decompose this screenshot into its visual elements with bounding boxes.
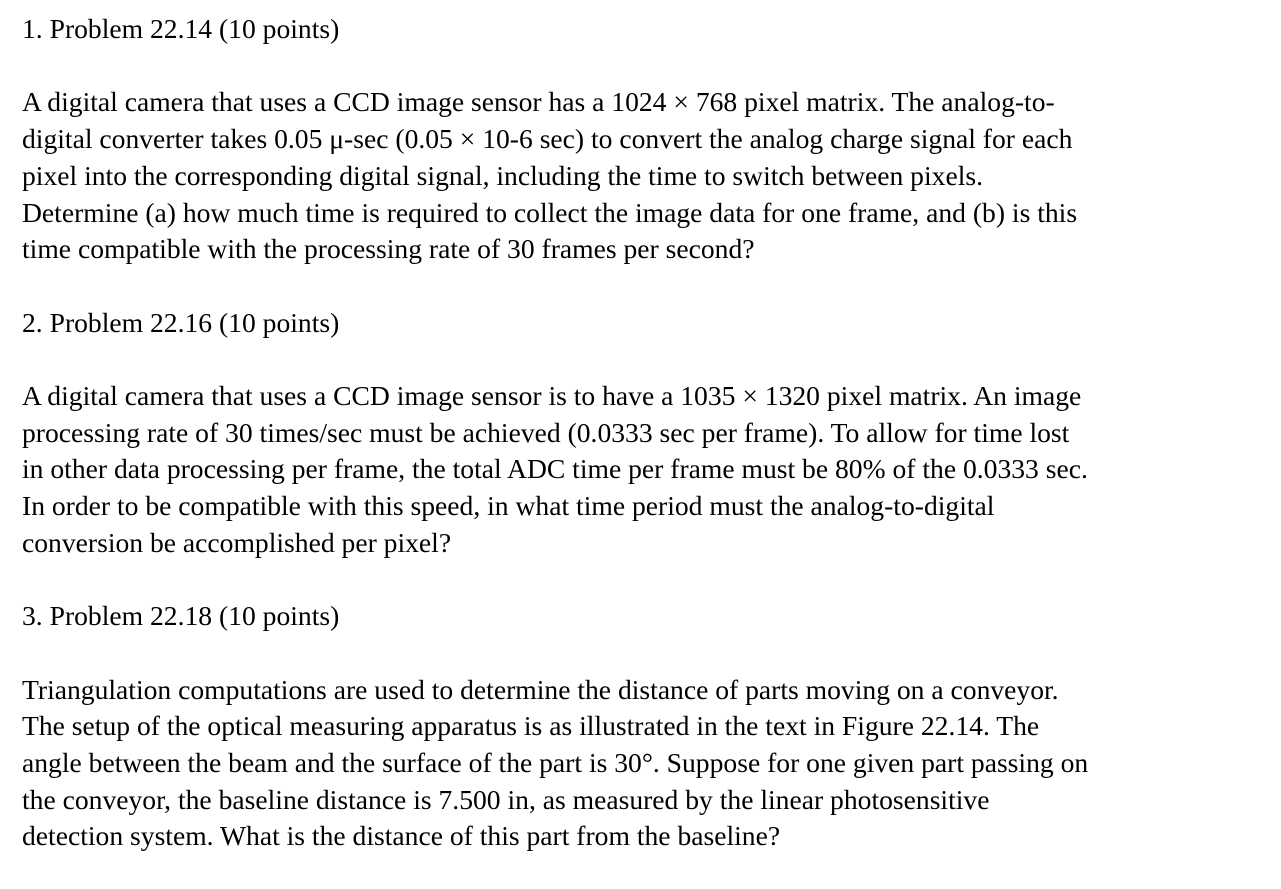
text-line: pixel into the corresponding digital signal, including the time to switch between pixels. <box>22 159 983 191</box>
problem-heading: 2. Problem 22.16 (10 points) <box>22 306 340 338</box>
paragraph-gap <box>22 562 1267 599</box>
text-line: A digital camera that uses a CCD image sensor has a 1024 × 768 pixel matrix. The analog-to- <box>22 86 1055 118</box>
problem-text <box>22 672 1267 856</box>
problem-text <box>22 84 1267 268</box>
paragraph-gap <box>22 268 1267 305</box>
problem-1 <box>22 11 1267 268</box>
problem-text <box>22 378 1267 562</box>
text-line: Determine (a) how much time is required to collect the image data for one frame, and (b) is this <box>22 196 1078 228</box>
text-line: In order to be compatible with this speed, in what time period must the analog-to-digital <box>22 490 995 522</box>
text-line: angle between the beam and the surface of the part is 30°. Suppose for one given part passing on <box>22 746 1089 778</box>
text-line: in other data processing per frame, the total ADC time per frame must be 80% of the 0.0333 sec. <box>22 453 1088 485</box>
text-line: time compatible with the processing rate of 30 frames per second? <box>22 233 755 265</box>
text-line: digital converter takes 0.05 μ-sec (0.05 × 10-6 sec) to convert the analog charge signal for each <box>22 123 1073 155</box>
document-page <box>22 0 1267 855</box>
problem-3 <box>22 598 1267 855</box>
text-line: A digital camera that uses a CCD image sensor is to have a 1035 × 1320 pixel matrix. An image <box>22 379 1082 411</box>
text-line: processing rate of 30 times/sec must be achieved (0.0333 sec per frame). To allow for time lost <box>22 416 1070 448</box>
text-line: Triangulation computations are used to determine the distance of parts moving on a conveyor. <box>22 673 1059 705</box>
text-line: conversion be accomplished per pixel? <box>22 526 452 558</box>
problem-heading: 1. Problem 22.14 (10 points) <box>22 13 340 44</box>
problem-2 <box>22 305 1267 562</box>
text-line: detection system. What is the distance of this part from the baseline? <box>22 820 781 852</box>
problem-heading: 3. Problem 22.18 (10 points) <box>22 600 340 632</box>
text-line: The setup of the optical measuring apparatus is as illustrated in the text in Figure 22.14. The <box>22 710 1040 742</box>
text-line: the conveyor, the baseline distance is 7.500 in, as measured by the linear photosensitive <box>22 783 990 815</box>
